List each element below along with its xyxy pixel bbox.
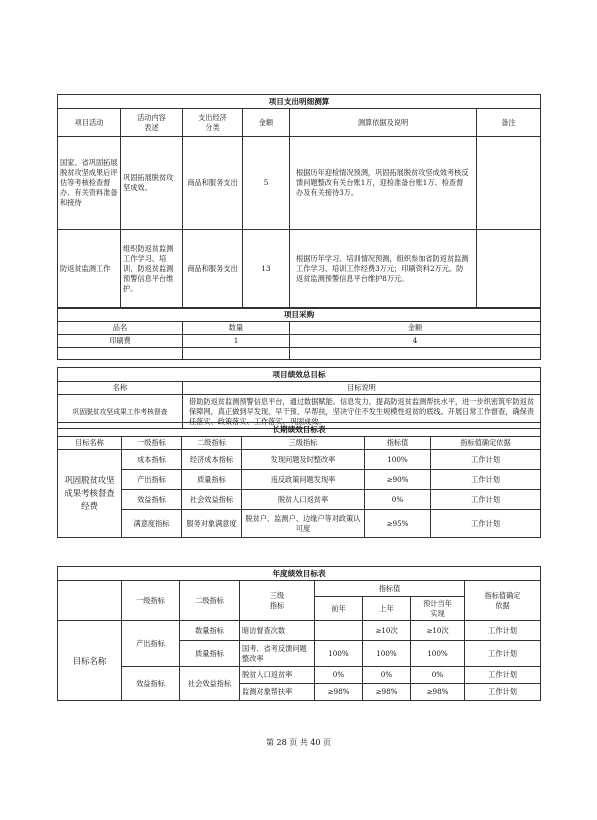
annual-table (57, 566, 541, 701)
level3-cell: 暗访督查次数 (240, 621, 315, 641)
level2-cell: 社会效益指标 (180, 667, 240, 701)
note-cell (477, 230, 541, 309)
level1-cell: 效益指标 (122, 667, 180, 701)
longterm-name-cell: 巩固脱贫攻坚成果考核督查经费 (58, 450, 122, 538)
content-cell: 巩固拓展脱贫攻坚成效。 (121, 137, 183, 230)
last-cell: 0% (363, 667, 411, 684)
table-row (58, 230, 541, 309)
empty-cell (58, 581, 122, 621)
value-cell: ≥90% (365, 470, 431, 490)
header-category: 支出经济 分类 (183, 109, 243, 137)
level2-cell: 经济成本指标 (182, 450, 242, 470)
goal-title: 项目绩效总目标 (58, 368, 541, 382)
header-level3: 三级指标 (242, 437, 365, 450)
header-level3: 三级 指标 (240, 581, 315, 621)
purchase-table (57, 307, 541, 360)
value-basis-cell: 工作计划 (431, 510, 541, 538)
header-last-year: 上年 (363, 597, 411, 621)
amount-cell: 5 (243, 137, 290, 230)
goal-desc-cell: 借助防返贫监测预警信息平台，通过数据赋能、信息发力，提高防返贫监测帮扶水平，进一步织密筑牢防返贫保障网，真正做到早发现、早干预、早帮扶，坚决守住不发生规模性返贫的底线。开展日常工作督查，确保责任落实、政策落实、工作落实、巩固成效。 (183, 395, 541, 429)
header-level1: 一级指标 (122, 581, 180, 621)
header-note: 备注 (477, 109, 541, 137)
activity-cell: 防返贫监测工作 (58, 230, 121, 309)
table-row (58, 510, 541, 538)
note-cell (477, 137, 541, 230)
header-value: 指标值 (315, 581, 465, 597)
header-activity: 项目活动 (58, 109, 121, 137)
last-cell: ≥10次 (363, 621, 411, 641)
amount-cell: 13 (243, 230, 290, 309)
header-value: 指标值 (365, 437, 431, 450)
expense-table (57, 94, 541, 309)
purchase-title: 项目采购 (58, 308, 541, 322)
header-level2: 二级指标 (180, 581, 240, 621)
basis-cell: 根据历年迎检情况预测，巩固拓展脱贫攻坚成效考核反馈问题整改有关台账1万，迎检准备台账1万、检查督办及有关接待3万。 (290, 137, 477, 230)
longterm-title: 长期绩效目标表 (58, 423, 541, 437)
page-footer: 第 28 页 共 40 页 (265, 738, 332, 747)
table-row (58, 470, 541, 490)
basis-cell: 根据历年学习、培训情况预测，组织参加省防返贫监测工作学习、培训工作经费3万元；印刷资料2万元。防返贫监测预警信息平台维护8万元。 (290, 230, 477, 309)
table-row (58, 335, 541, 348)
expense-title: 项目支出明细测算 (58, 95, 541, 109)
header-plan-year: 预计当年 实现 (411, 597, 465, 621)
table-row (58, 450, 541, 470)
table-row (58, 137, 541, 230)
level1-cell: 效益指标 (122, 490, 182, 510)
prev-cell: 0% (315, 667, 363, 684)
table-row (58, 348, 541, 360)
value-basis-cell: 工作计划 (465, 684, 541, 701)
header-value-basis: 指标值确定 依据 (465, 581, 541, 621)
quantity-cell: 1 (183, 335, 290, 348)
header-prev-year: 前年 (315, 597, 363, 621)
level3-cell: 脱贫户、监测户、边缘户等对政策认可度 (242, 510, 365, 538)
level3-cell: 发现问题及时整改率 (242, 450, 365, 470)
level3-cell: 监测对象帮扶率 (240, 684, 315, 701)
header-item-name: 品名 (58, 322, 183, 335)
annual-name-cell: 目标名称 (58, 621, 122, 701)
table-row (58, 621, 541, 641)
plan-cell: 0% (411, 667, 465, 684)
header-level1: 一级指标 (122, 437, 182, 450)
header-basis: 测算依据及说明 (290, 109, 477, 137)
header-amount: 金额 (243, 109, 290, 137)
value-cell: 0% (365, 490, 431, 510)
last-cell: ≥98% (363, 684, 411, 701)
value-basis-cell: 工作计划 (431, 490, 541, 510)
prev-cell: 100% (315, 641, 363, 667)
level1-cell: 产出指标 (122, 470, 182, 490)
plan-cell: ≥10次 (411, 621, 465, 641)
last-cell: 100% (363, 641, 411, 667)
activity-cell: 国家、省巩固拓展脱贫攻坚成果后评估等考核检查督办、有关资料准备和接待 (58, 137, 121, 230)
header-target-name: 目标名称 (58, 437, 122, 450)
longterm-table (57, 422, 541, 538)
item-name-cell: 印刷费 (58, 335, 183, 348)
plan-cell: 100% (411, 641, 465, 667)
level2-cell: 质量指标 (180, 641, 240, 667)
level1-cell: 产出指标 (122, 621, 180, 667)
empty-cell (290, 348, 541, 360)
empty-cell (58, 348, 183, 360)
value-basis-cell: 工作计划 (431, 470, 541, 490)
level3-cell: 脱贫人口返贫率 (242, 490, 365, 510)
prev-cell: ≥98% (315, 684, 363, 701)
level3-cell: 脱贫人口返贫率 (240, 667, 315, 684)
level2-cell: 数量指标 (180, 621, 240, 641)
purchase-amount-cell: 4 (290, 335, 541, 348)
table-row (58, 667, 541, 684)
value-basis-cell: 工作计划 (465, 641, 541, 667)
value-basis-cell: 工作计划 (431, 450, 541, 470)
plan-cell: ≥98% (411, 684, 465, 701)
header-quantity: 数量 (183, 322, 290, 335)
category-cell: 商品和服务支出 (183, 137, 243, 230)
value-cell: ≥95% (365, 510, 431, 538)
header-goal-name: 名称 (58, 382, 183, 395)
header-goal-desc: 目标说明 (183, 382, 541, 395)
header-level2: 二级指标 (182, 437, 242, 450)
value-basis-cell: 工作计划 (465, 621, 541, 641)
header-purchase-amount: 金额 (290, 322, 541, 335)
level2-cell: 社会效益指标 (182, 490, 242, 510)
goal-table (57, 367, 541, 429)
table-row (58, 490, 541, 510)
level1-cell: 成本指标 (122, 450, 182, 470)
empty-cell (183, 348, 290, 360)
value-basis-cell: 工作计划 (465, 667, 541, 684)
content-cell: 组织防返贫监测工作学习、培训，防返贫监测预警信息平台维护。 (121, 230, 183, 309)
header-content: 活动内容 表述 (121, 109, 183, 137)
category-cell: 商品和服务支出 (183, 230, 243, 309)
level2-cell: 质量指标 (182, 470, 242, 490)
level3-cell: 违反政策问题发现率 (242, 470, 365, 490)
level3-cell: 国考、省考反馈问题整改率 (240, 641, 315, 667)
goal-name-cell: 巩固脱贫攻坚成果工作考核督查 (58, 395, 183, 429)
annual-title: 年度绩效目标表 (58, 567, 541, 581)
header-value-basis: 指标值确定依据 (431, 437, 541, 450)
level2-cell: 服务对象满意度 (182, 510, 242, 538)
value-cell: 100% (365, 450, 431, 470)
prev-cell (315, 621, 363, 641)
level1-cell: 满意度指标 (122, 510, 182, 538)
